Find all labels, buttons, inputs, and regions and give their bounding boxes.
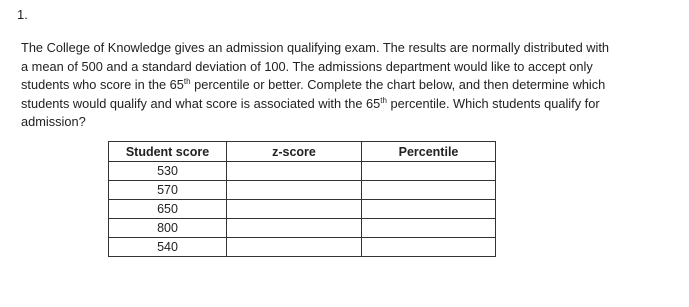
percentile-cell[interactable] bbox=[362, 219, 496, 238]
question-text-part-1: The College of Knowledge gives an admission qualifying exam. The results are normally distributed with a mean of 500 and a standard deviation of 100. The admissions department would like to accept only students who score in the 65 bbox=[21, 40, 610, 93]
student-score-cell: 540 bbox=[109, 238, 227, 257]
table-row bbox=[109, 162, 496, 181]
z-score-cell[interactable] bbox=[227, 181, 362, 200]
percentile-cell[interactable] bbox=[362, 238, 496, 257]
percentile-cell[interactable] bbox=[362, 200, 496, 219]
z-score-cell[interactable] bbox=[227, 162, 362, 181]
percentile-cell[interactable] bbox=[362, 162, 496, 181]
table-row bbox=[109, 238, 496, 257]
z-score-cell[interactable] bbox=[227, 219, 362, 238]
z-score-cell[interactable] bbox=[227, 200, 362, 219]
table-header-row bbox=[109, 142, 496, 162]
percentile-cell[interactable] bbox=[362, 181, 496, 200]
z-score-cell[interactable] bbox=[227, 238, 362, 257]
question-text-part-3: percentile. Which students qualify for admission? bbox=[21, 95, 600, 130]
table-row bbox=[109, 200, 496, 219]
question-text bbox=[21, 39, 611, 132]
student-score-cell: 800 bbox=[109, 219, 227, 238]
ordinal-suffix-2: th bbox=[380, 95, 387, 105]
student-score-cell: 570 bbox=[109, 181, 227, 200]
question-text-part-2: percentile or better. Complete the chart below, and then determine which students would qualify and what score is associated with the 65 bbox=[21, 77, 606, 111]
score-table bbox=[108, 141, 496, 257]
table-row bbox=[109, 219, 496, 238]
header-z-score: z-score bbox=[227, 142, 362, 162]
header-percentile: Percentile bbox=[362, 142, 496, 162]
ordinal-suffix-1: th bbox=[183, 77, 191, 87]
header-student-score: Student score bbox=[109, 142, 227, 162]
table-row bbox=[109, 181, 496, 200]
question-number: 1. bbox=[17, 7, 28, 22]
student-score-cell: 530 bbox=[109, 162, 227, 181]
student-score-cell: 650 bbox=[109, 200, 227, 219]
